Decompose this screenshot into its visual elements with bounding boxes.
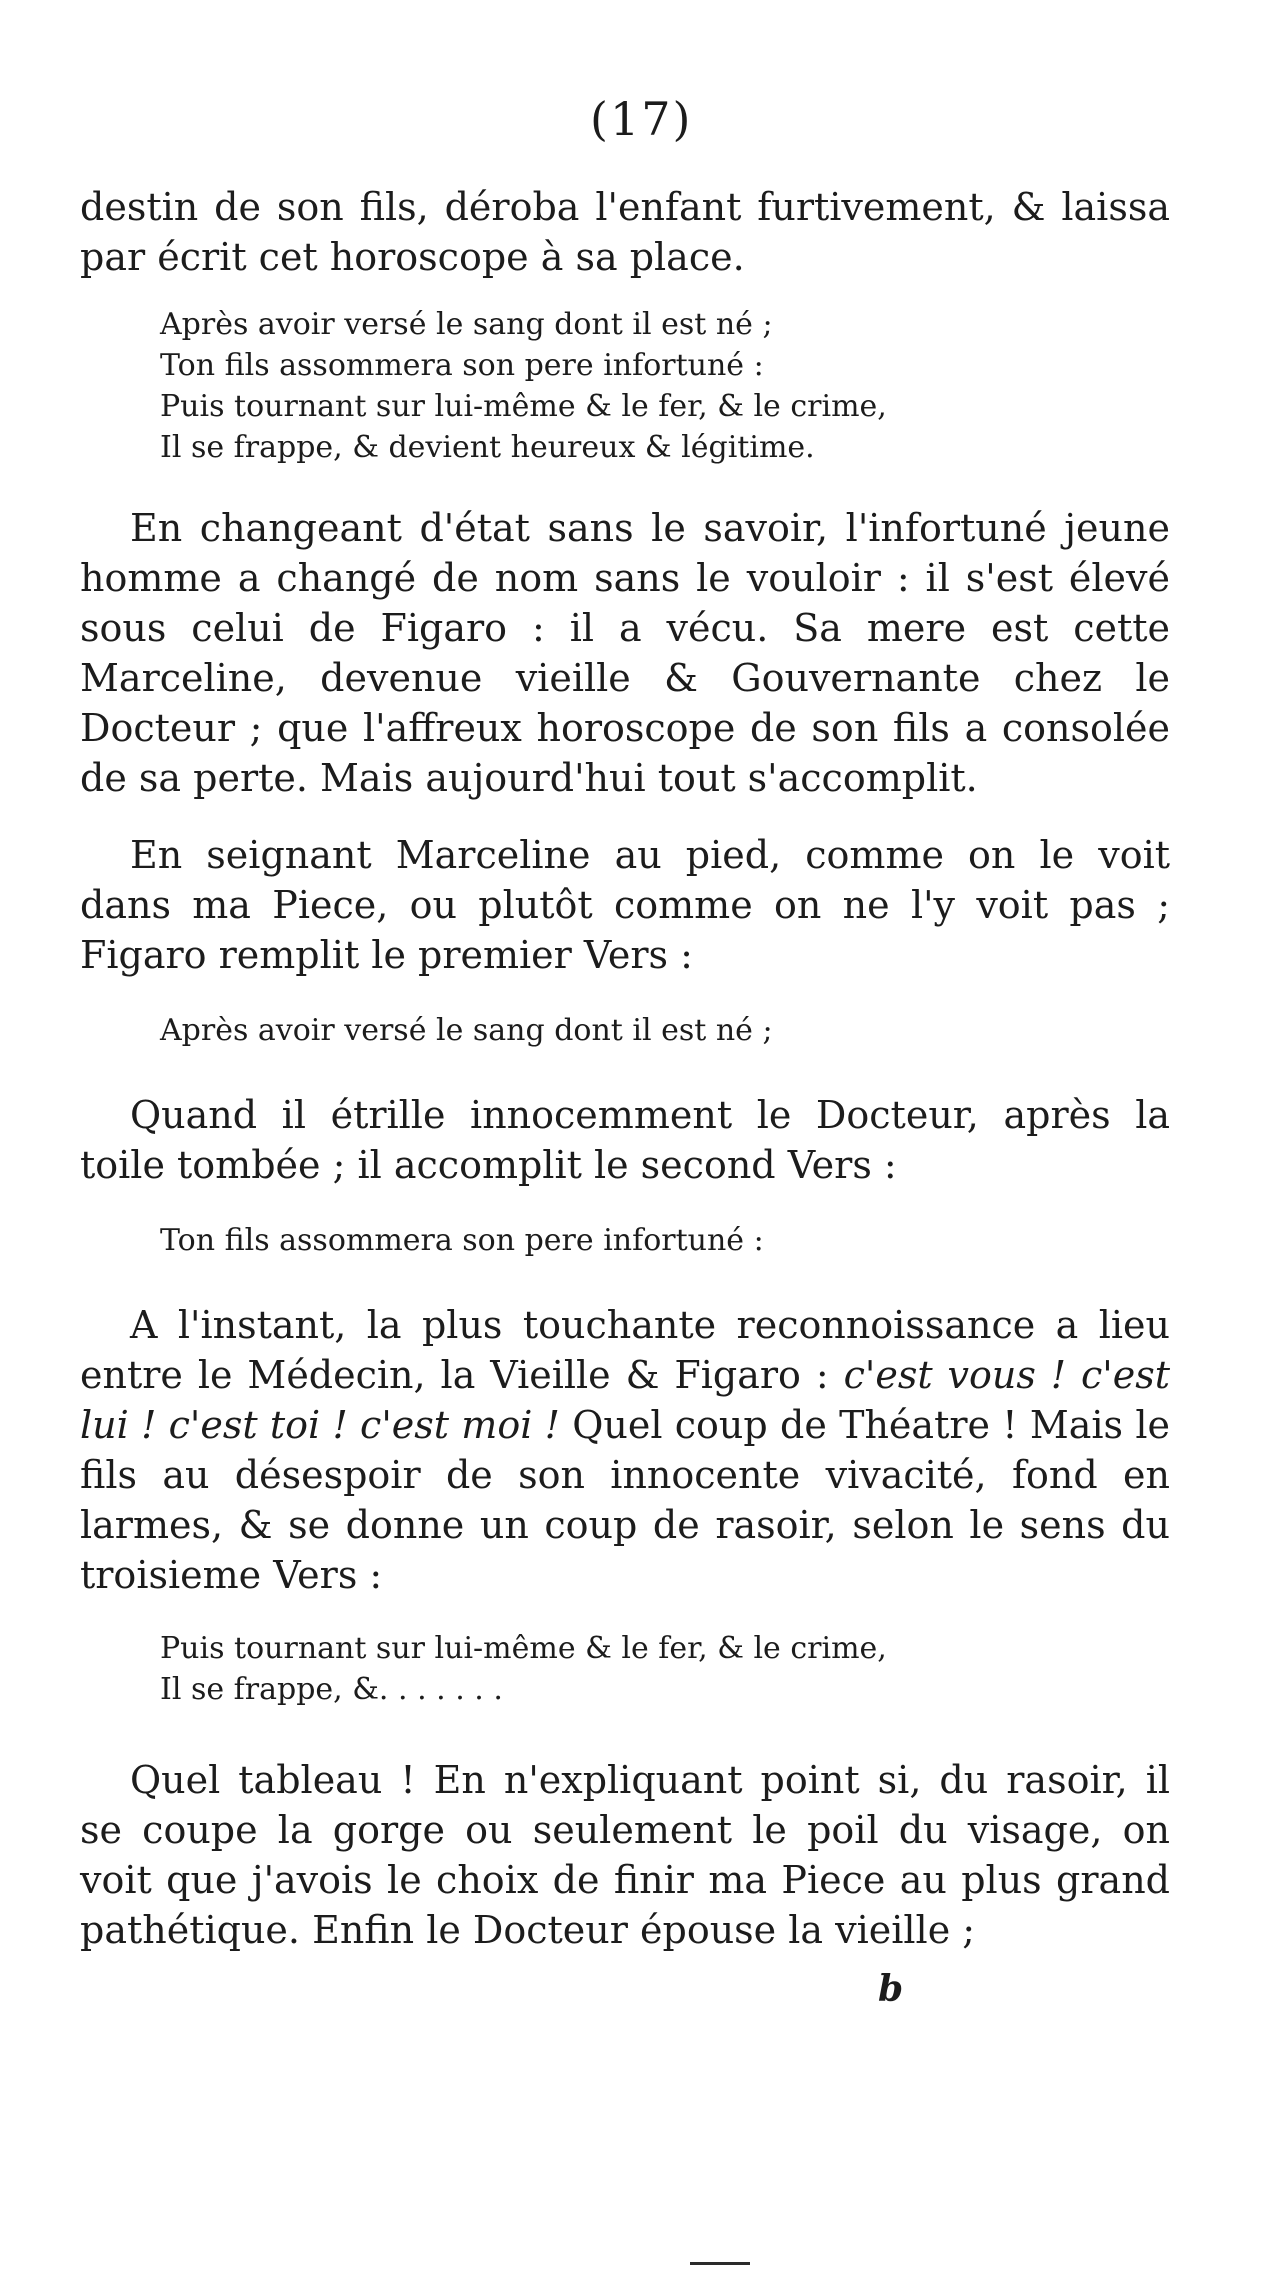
paragraph-1 <box>80 182 1170 282</box>
verse-quote-2: Ton fils assommera son pere infortuné : <box>160 1223 764 1258</box>
verse-quote-1: Après avoir versé le sang dont il est né ; <box>160 1013 773 1048</box>
verse-third-line <box>160 1628 1160 1710</box>
paragraph-2-text: En changeant d'état sans le savoir, l'infortuné jeune homme a changé de nom sans le vouloir : il s'est élevé sous celui de Figaro : il a vécu. Sa mere est cette Marceline, devenue vieille & Gouvernante chez le Docteur ; que l'affreux horoscope de son fils a consolée de sa perte. Mais aujourd'hui tout s'accomplit. <box>80 506 1170 800</box>
verse-first-line <box>160 1010 1160 1051</box>
bottom-rule <box>690 2262 750 2265</box>
paragraph-5-part-1: A l'instant, la plus touchante reconnoissance a lieu entre le Médecin, la Vieille & Figaro : <box>80 1303 1170 1397</box>
verse-second-line <box>160 1220 1160 1261</box>
paragraph-4-text: Quand il étrille innocemment le Docteur, après la toile tombée ; il accomplit le second Vers : <box>80 1093 1170 1187</box>
paragraph-6-text: Quel tableau ! En n'expliquant point si, du rasoir, il se coupe la gorge ou seulement le poil du visage, on voit que j'avois le choix de finir ma Piece au plus grand pathétique. Enfin le Docteur épouse la vieille ; <box>80 1758 1170 1952</box>
paragraph-1-line-2: par écrit cet horoscope à sa place. <box>80 235 745 279</box>
paragraph-3 <box>80 830 1170 980</box>
paragraph-6 <box>80 1755 1170 1955</box>
verse-horoscope <box>160 304 1160 468</box>
paragraph-5-text <box>80 1300 1170 1600</box>
paragraph-5-exclamations: c'est vous ! c'est lui ! c'est toi ! c'est moi ! <box>80 1353 1171 1447</box>
verse-line-4: Il se frappe, & devient heureux & légitime. <box>160 430 815 465</box>
verse-quote-3: Puis tournant sur lui-même & le fer, & le crime, <box>160 1631 887 1666</box>
paragraph-1-line-1: destin de son fils, déroba l'enfant furtivement, & laissa <box>80 185 1170 229</box>
verse-line-3: Puis tournant sur lui-même & le fer, & le crime, <box>160 389 887 424</box>
verse-quote-4: Il se frappe, &. . . . . . . <box>160 1672 503 1707</box>
paragraph-5 <box>80 1300 1170 1600</box>
verse-line-1: Après avoir versé le sang dont il est né ; <box>160 307 773 342</box>
page-number: (17) <box>590 92 693 146</box>
paragraph-2 <box>80 503 1170 803</box>
paragraph-5-part-2: Quel coup de Théatre ! Mais le fils au désespoir de son innocente vivacité, fond en larmes, & se donne un coup de rasoir, selon le sens du troisieme Vers : <box>80 1403 1170 1597</box>
paragraph-3-text: En seignant Marceline au pied, comme on le voit dans ma Piece, ou plutôt comme on ne l'y voit pas ; Figaro remplit le premier Vers : <box>80 833 1170 977</box>
verse-line-2: Ton fils assommera son pere infortuné : <box>160 348 764 383</box>
paragraph-4 <box>80 1090 1170 1190</box>
signature-mark: b <box>878 1968 904 2010</box>
